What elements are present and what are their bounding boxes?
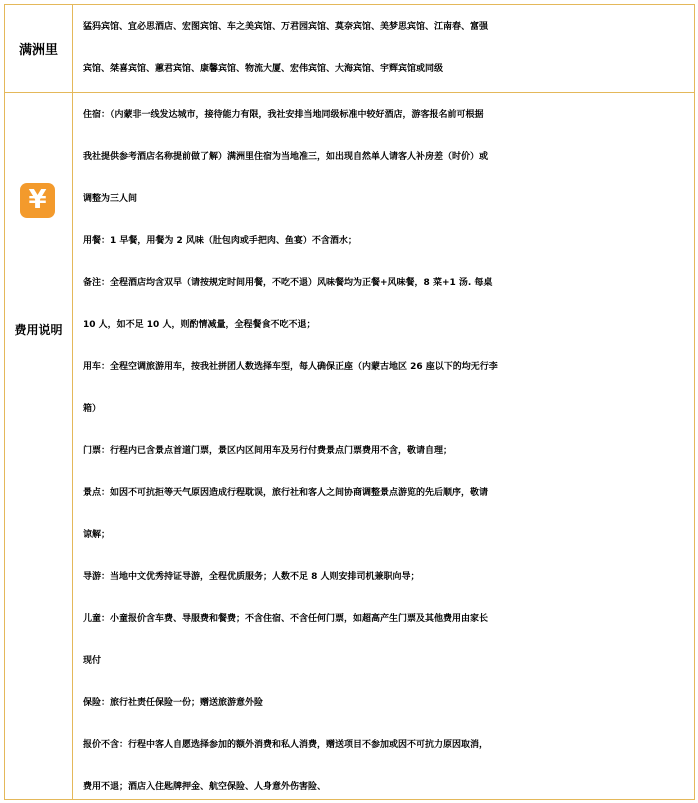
- fee-row-label: 费用说明: [14, 323, 63, 337]
- fee-line: 调整为三人间: [83, 194, 138, 204]
- yen-icon: ¥: [20, 183, 55, 218]
- fee-row: [5, 93, 694, 799]
- fee-line: 住宿：（内蒙非一线发达城市，接待能力有限，我社安排当地同级标准中较好酒店，游客报名前可根据: [83, 110, 484, 120]
- fee-line: 导游：当地中文优秀持证导游，全程优质服务；人数不足 8 人则安排司机兼职向导；: [83, 572, 420, 582]
- fee-line: 10 人，如不足 10 人，则酌情减量，全程餐食不吃不退；: [83, 320, 316, 330]
- fee-line: 儿童：小童报价含车费、导服费和餐费；不含住宿、不含任何门票，如超高产生门票及其他费用由家长: [83, 614, 489, 624]
- hotel-row-label: 满洲里: [18, 43, 58, 58]
- fee-line: 箱）: [83, 404, 102, 414]
- fee-line: 门票：行程内已含景点首道门票，景区内区间用车及另行付费景点门票费用不含，敬请自理；: [83, 446, 453, 456]
- hotel-label-cell: [5, 5, 73, 92]
- fee-line: 景点：如因不可抗拒等天气原因造成行程耽误，旅行社和客人之间协商调整景点游览的先后顺序，敬请: [83, 488, 489, 498]
- fee-line: 谅解；: [83, 530, 111, 540]
- itinerary-table: [4, 4, 695, 800]
- hotel-row: [5, 5, 694, 93]
- fee-line: 用餐：1 早餐，用餐为 2 风味（肚包肉或手把肉、鱼宴）不含酒水；: [83, 236, 357, 246]
- hotel-list-cell: [73, 5, 694, 92]
- fee-description-cell: [73, 93, 694, 799]
- fee-line: 我社提供参考酒店名称提前做了解）满洲里住宿为当地准三，如出现自然单人请客人补房差（时价）或: [83, 152, 489, 162]
- fee-line: 保险：旅行社责任保险一份；赠送旅游意外险: [83, 698, 264, 708]
- fee-line: 报价不含：行程中客人自愿选择参加的额外消费和私人消费，赠送项目不参加或因不可抗力原因取消，: [83, 740, 489, 750]
- fee-line: 费用不退；酒店入住匙牌押金、航空保险、人身意外伤害险、: [83, 782, 327, 792]
- hotel-list-line: 猛犸宾馆、宜必思酒店、宏图宾馆、车之美宾馆、万君园宾馆、莫奈宾馆、美梦思宾馆、江南春、富强: [83, 22, 489, 32]
- fee-line: 用车：全程空调旅游用车，按我社拼团人数选择车型，每人确保正座（内蒙古地区 26 座以下的均无行李: [83, 362, 498, 372]
- fee-line: 备注：全程酒店均含双早（请按规定时间用餐，不吃不退）风味餐均为正餐+风味餐，8 菜+1 汤. 每桌: [83, 278, 493, 288]
- fee-label-cell: [5, 93, 73, 799]
- hotel-list-line: 宾馆、桀喜宾馆、蕙君宾馆、康馨宾馆、物流大厦、宏伟宾馆、大海宾馆、宇辉宾馆或同级: [83, 64, 444, 74]
- fee-line: 现付: [83, 656, 102, 666]
